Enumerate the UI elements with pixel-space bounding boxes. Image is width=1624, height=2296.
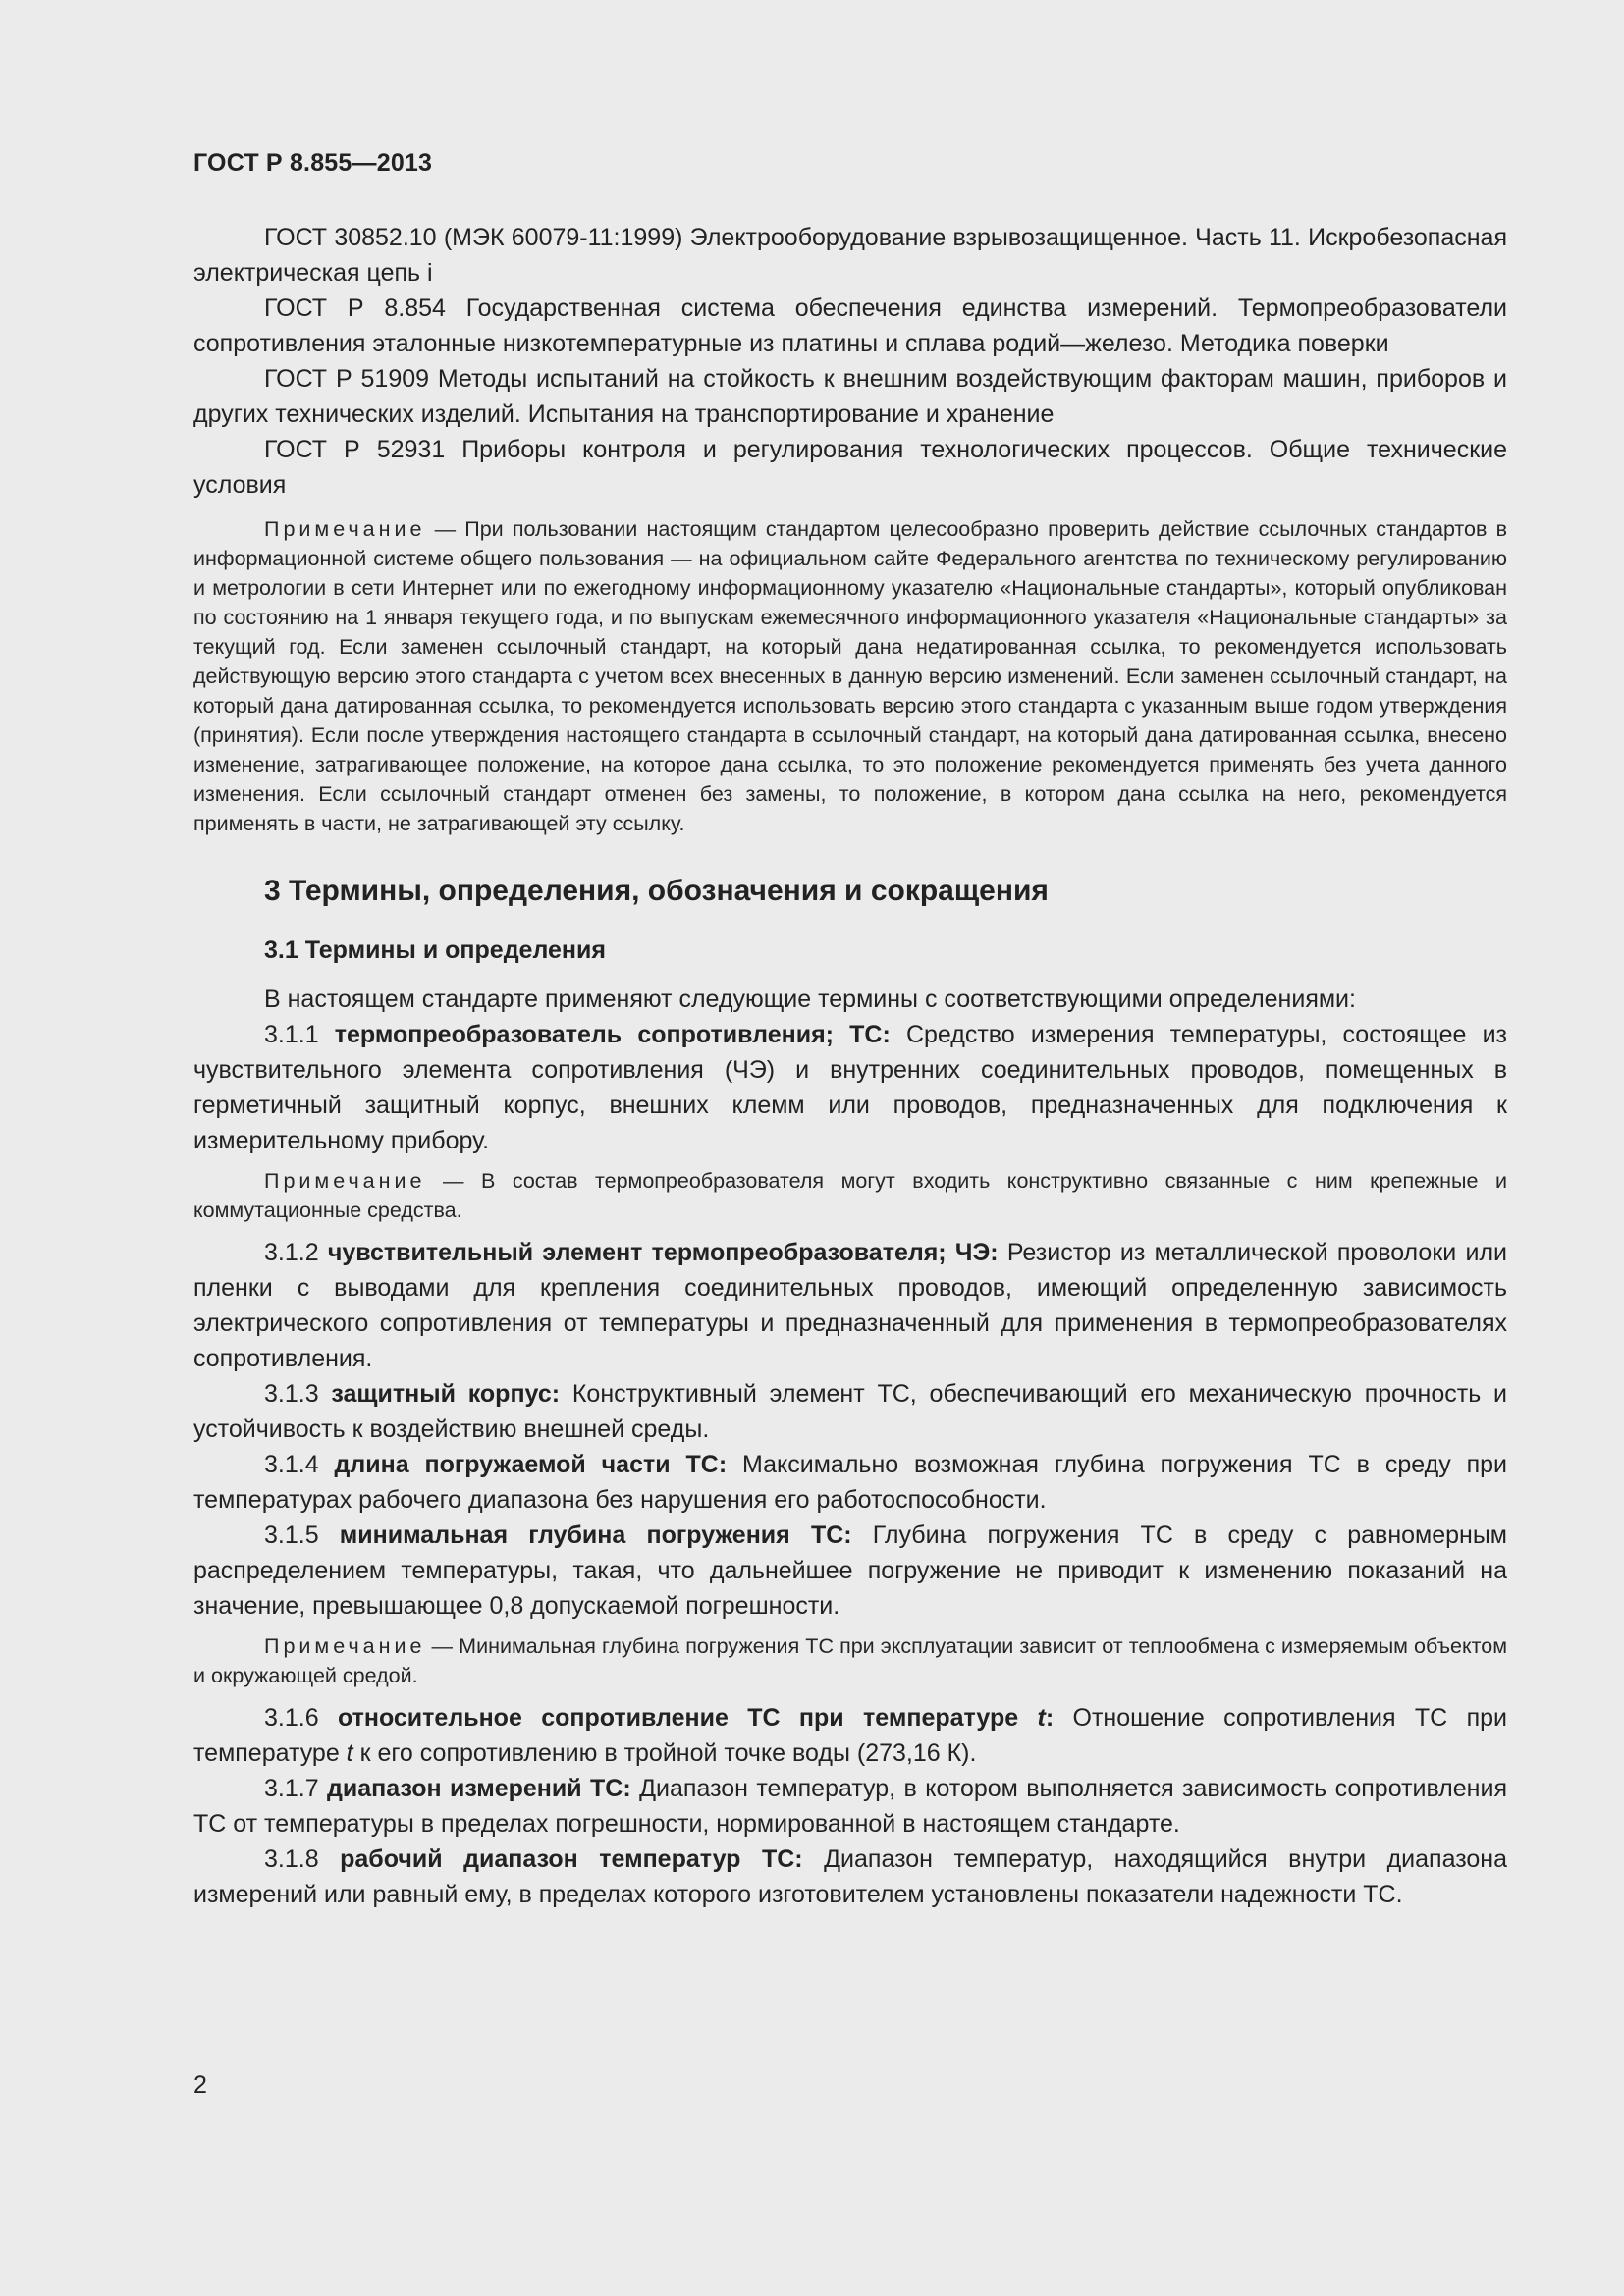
- term-3-1-4: [193, 1447, 1507, 1518]
- term-definition-start: Отношение сопротивления ТС при температуре: [193, 1704, 1507, 1767]
- term-number: 3.1.4: [264, 1451, 335, 1478]
- reference-gost-r-51909: ГОСТ Р 51909 Методы испытаний на стойкость к внешним воздействующим факторам машин, приборов и других технических изделий. Испытания на транспортирование и хранение: [193, 365, 1507, 428]
- note-references: [193, 514, 1507, 838]
- note-label: Примечание: [264, 1169, 426, 1193]
- page-number: 2: [193, 2071, 207, 2099]
- term-name: рабочий диапазон температур ТС:: [340, 1845, 803, 1873]
- term-3-1-3: [193, 1376, 1507, 1447]
- term-number: 3.1.3: [264, 1380, 332, 1408]
- note-text: — При пользовании настоящим стандартом целесообразно проверить действие ссылочных стандартов в информационной системе общего пользования — на официальном сайте Федерального агентства по техническому регулированию и метрологии в сети Интернет или по ежегодному информационному указателю «Национальные стандарты», который опубликован по состоянию на 1 января текущего года, и по выпускам ежемесячного информационного указателя «Национальные стандарты» за текущий год. Если заменен ссылочный стандарт, на который дана недатированная ссылка, то рекомендуется использовать действующую версию этого стандарта с учетом всех внесенных в данную версию изменений. Если заменен ссылочный стандарт, на который дана датированная ссылка, то рекомендуется использовать версию этого стандарта с указанным выше годом утверждения (принятия). Если после утверждения настоящего стандарта в ссылочный стандарт, на который дана датированная ссылка, внесено изменение, затрагивающее положение, на которое дана ссылка, то это положение рекомендуется применять без учета данного изменения. Если ссылочный стандарт отменен без замены, то положение, в котором дана ссылка на него, рекомендуется применять в части, не затрагивающей эту ссылку.: [193, 517, 1507, 835]
- term-definition: Средство измерения температуры, состоящее из чувствительного элемента сопротивления (ЧЭ) и внутренних соединительных проводов, помещенных в герметичный защитный корпус, внешних клемм или проводов, предназначенных для подключения к измерительному прибору.: [193, 1021, 1507, 1154]
- section-3-title: 3 Термины, определения, обозначения и сокращения: [264, 875, 1049, 907]
- definition-variable: t: [346, 1739, 353, 1767]
- note-3-1-5: [193, 1631, 1507, 1690]
- term-number: 3.1.2: [264, 1239, 328, 1266]
- note-3-1-1: [193, 1166, 1507, 1225]
- term-name: длина погружаемой части ТС:: [334, 1451, 728, 1478]
- document-header: ГОСТ Р 8.855—2013: [193, 149, 433, 177]
- term-definition: Глубина погружения ТС в среду с равномерным распределением температуры, такая, что дальнейшее погружение не приводит к изменению показаний на значение, превышающее 0,8 допускаемой погрешности.: [193, 1522, 1507, 1620]
- subsection-3-1-title: 3.1 Термины и определения: [264, 936, 606, 964]
- terms-intro: В настоящем стандарте применяют следующие термины с соответствующими определениями:: [264, 986, 1356, 1013]
- term-name: диапазон измерений ТС:: [327, 1775, 631, 1802]
- note-text: — В состав термопреобразователя могут входить конструктивно связанные с ним крепежные и коммутационные средства.: [193, 1169, 1507, 1222]
- term-number: 3.1.1: [264, 1021, 335, 1048]
- term-3-1-6: [193, 1700, 1507, 1771]
- term-name: чувствительный элемент термопреобразователя; ЧЭ:: [327, 1239, 999, 1266]
- term-definition: Диапазон температур, находящийся внутри диапазона измерений или равный ему, в пределах которого изготовителем установлены показатели надежности ТС.: [193, 1845, 1507, 1908]
- term-name: защитный корпус:: [331, 1380, 561, 1408]
- term-number: 3.1.8: [264, 1845, 341, 1873]
- note-label: Примечание: [264, 1634, 426, 1658]
- page-content: [193, 220, 1507, 1912]
- term-definition: Диапазон температур, в котором выполняется зависимость сопротивления ТС от температуры в пределах погрешности, нормированной в настоящем стандарте.: [193, 1775, 1507, 1838]
- term-definition: Максимально возможная глубина погружения ТС в среду при температурах рабочего диапазона без нарушения его работоспособности.: [193, 1451, 1507, 1514]
- term-colon: :: [1045, 1704, 1055, 1732]
- term-number: 3.1.5: [264, 1522, 340, 1549]
- note-text: — Минимальная глубина погружения ТС при эксплуатации зависит от теплообмена с измеряемым объектом и окружающей средой.: [193, 1634, 1507, 1687]
- term-3-1-1: [193, 1017, 1507, 1158]
- reference-gost-r-8854: ГОСТ Р 8.854 Государственная система обеспечения единства измерений. Термопреобразователи сопротивления эталонные низкотемпературные из платины и сплава родий—железо. Методика поверки: [193, 294, 1507, 357]
- term-definition: Резистор из металлической проволоки или пленки с выводами для крепления соединительных проводов, имеющий определенную зависимость электрического сопротивления от температуры и предназначенный для применения в термопреобразователях сопротивления.: [193, 1239, 1507, 1372]
- reference-gost-r-52931: ГОСТ Р 52931 Приборы контроля и регулирования технологических процессов. Общие технические условия: [193, 436, 1507, 499]
- term-variable: t: [1037, 1704, 1046, 1732]
- term-definition-end: к его сопротивлению в тройной точке воды (273,16 К).: [352, 1739, 977, 1767]
- term-3-1-5: [193, 1518, 1507, 1624]
- term-3-1-2: [193, 1235, 1507, 1376]
- term-name: термопреобразователь сопротивления; ТС:: [334, 1021, 891, 1048]
- term-number: 3.1.6: [264, 1704, 338, 1732]
- term-3-1-8: [193, 1842, 1507, 1912]
- term-name: относительное сопротивление ТС при температуре: [337, 1704, 1038, 1732]
- term-number: 3.1.7: [264, 1775, 328, 1802]
- term-definition: Конструктивный элемент ТС, обеспечивающий его механическую прочность и устойчивость к воздействию внешней среды.: [193, 1380, 1507, 1443]
- note-label: Примечание: [264, 517, 426, 541]
- term-name: минимальная глубина погружения ТС:: [339, 1522, 852, 1549]
- term-3-1-7: [193, 1771, 1507, 1842]
- reference-gost-30852: ГОСТ 30852.10 (МЭК 60079-11:1999) Электрооборудование взрывозащищенное. Часть 11. Искробезопасная электрическая цепь i: [193, 224, 1507, 287]
